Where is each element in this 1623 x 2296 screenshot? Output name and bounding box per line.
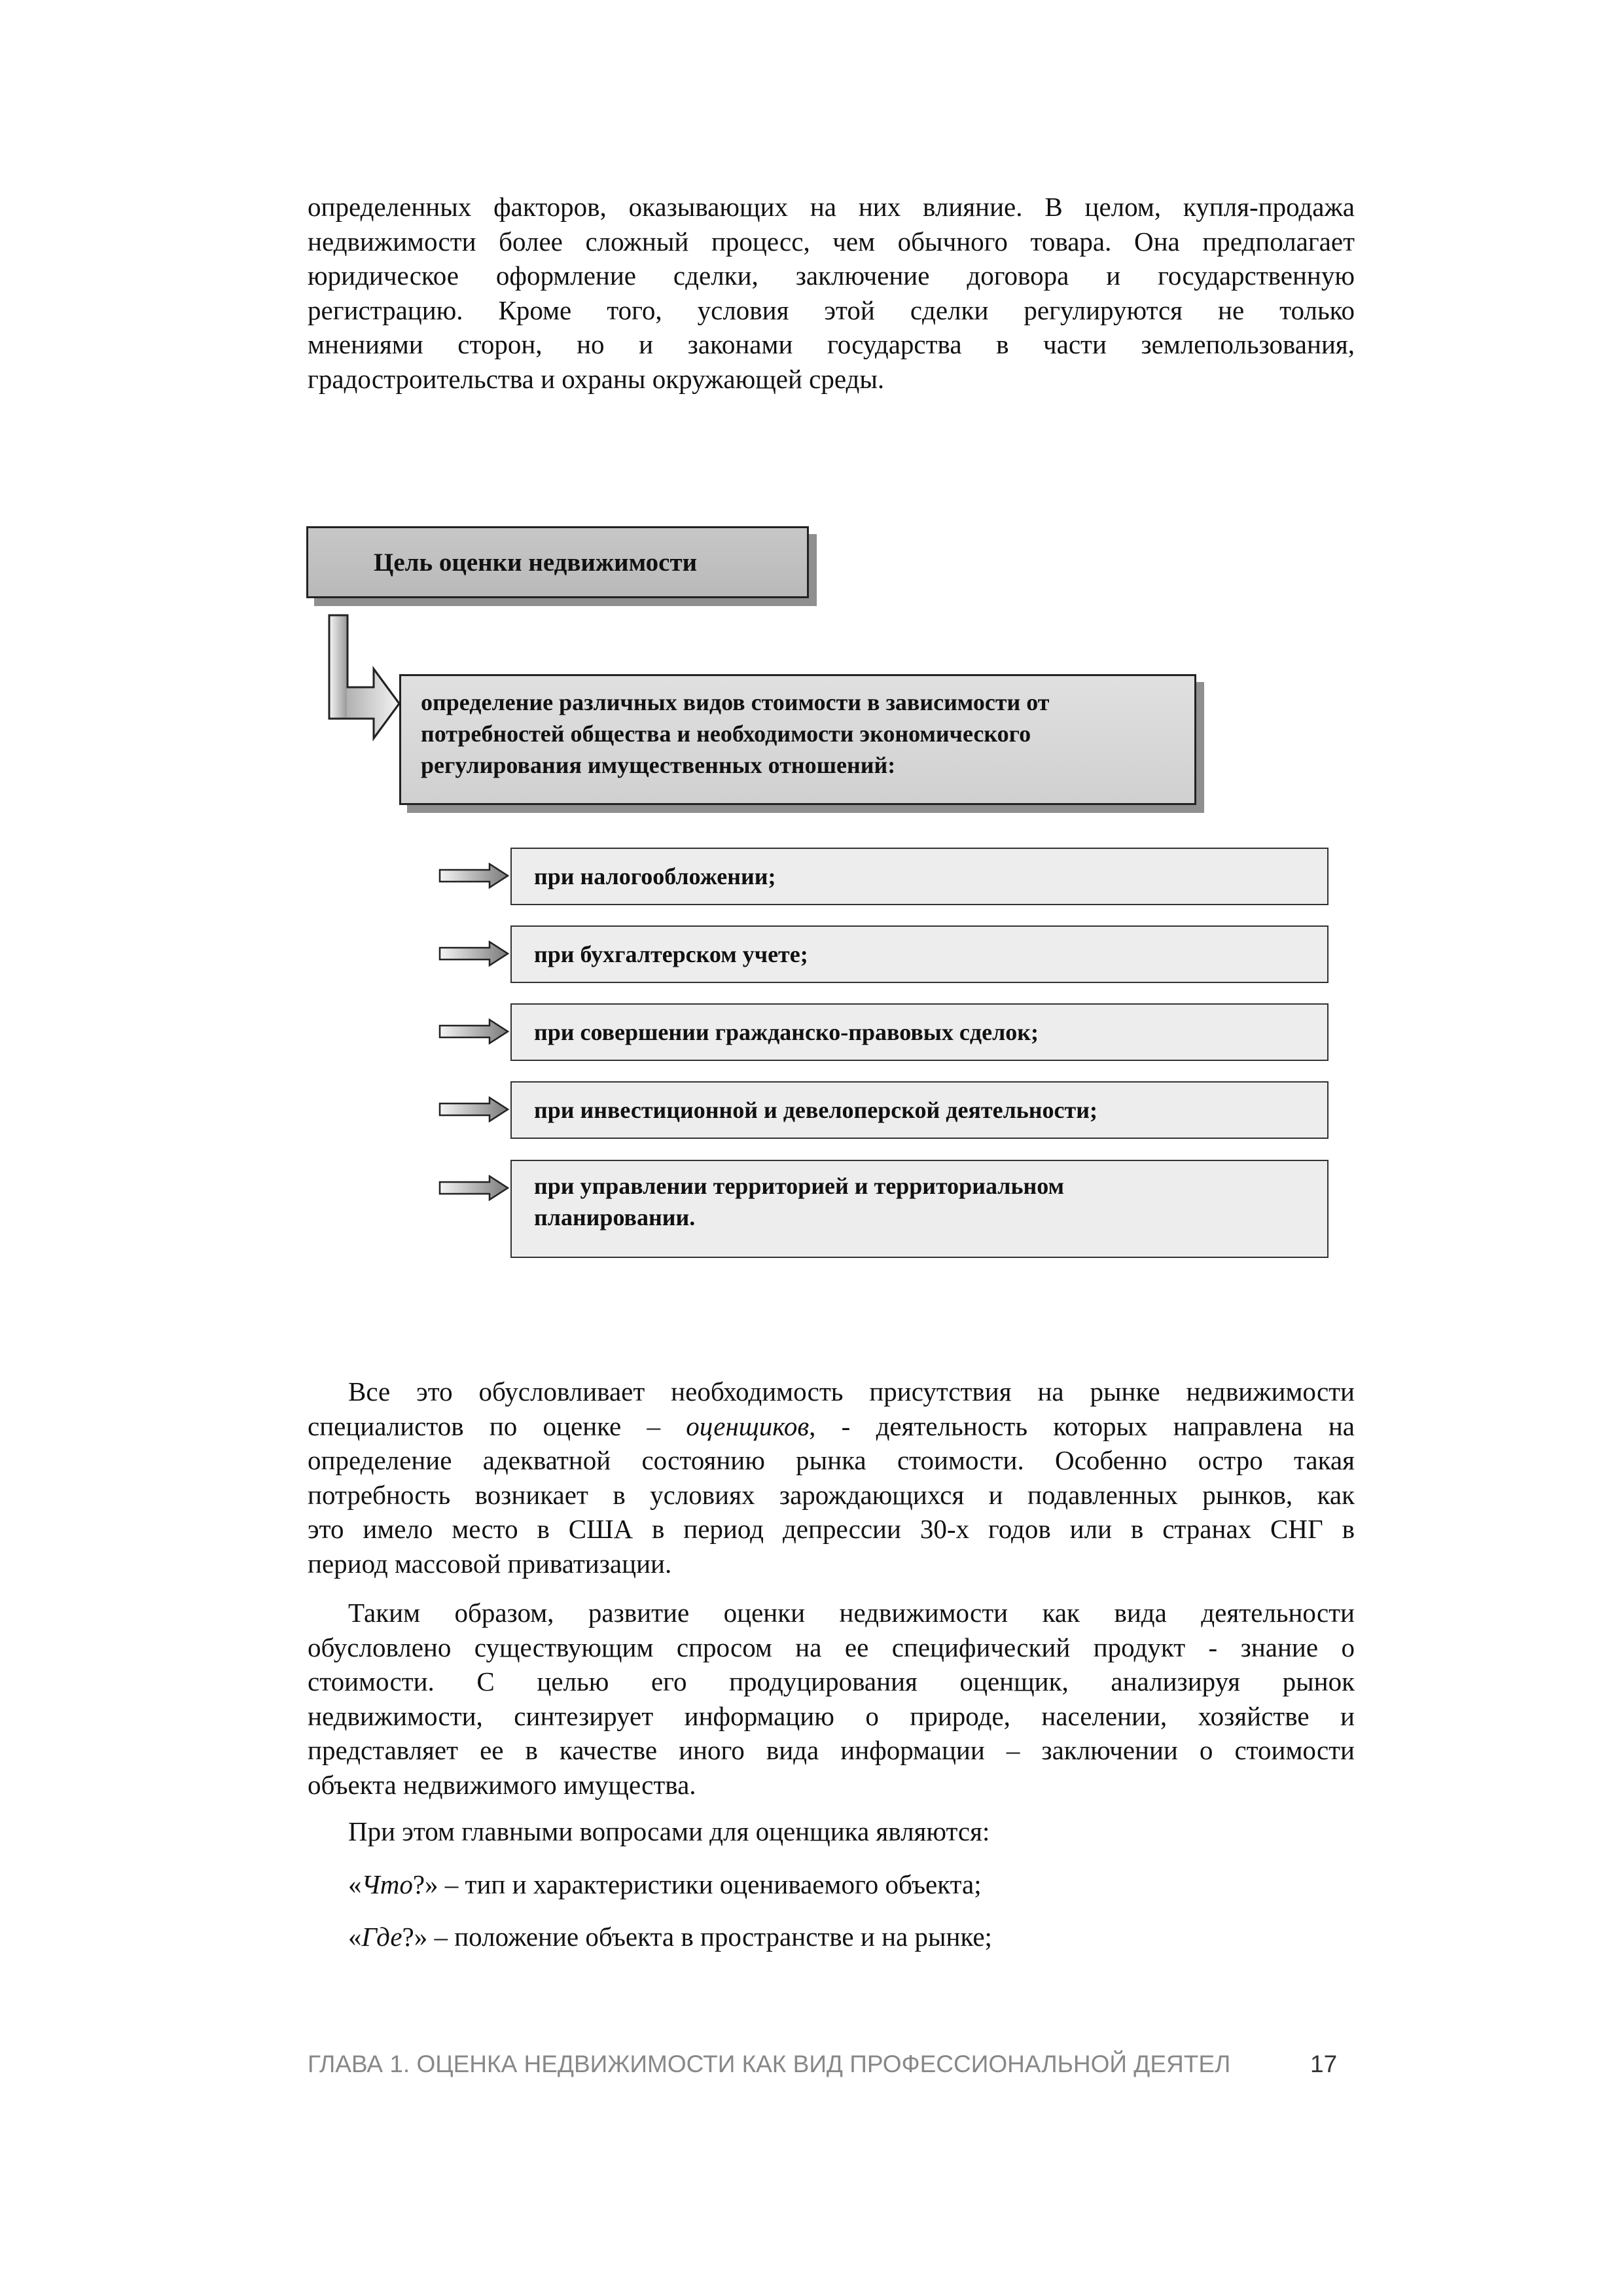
text-line: это имело место в США в период депрессии 30-х годов или в странах СНГ в: [308, 1514, 1355, 1544]
item-label: планировании.: [534, 1204, 696, 1230]
right-arrow-icon: [438, 1018, 510, 1045]
right-arrow-icon: [438, 1175, 510, 1201]
text-line: мнениями сторон, но и законами государства в части землепользования,: [308, 329, 1355, 359]
text-line: юридическое оформление сделки, заключение договора и государственную: [308, 260, 1355, 291]
text-fragment: ?» – тип и характеристики оцениваемого объекта;: [412, 1869, 982, 1899]
text-fragment: , - деятельность которых направлена на: [809, 1410, 1355, 1441]
goal-title-box: [306, 526, 809, 598]
top-paragraph: [308, 190, 1355, 396]
right-arrow-icon: [438, 863, 510, 889]
text-line: обусловлено существующим спросом на ее специфический продукт - знание о: [308, 1632, 1355, 1662]
text-line: стоимости. С целью его продуцирования оценщик, анализируя рынок: [308, 1666, 1355, 1696]
item-label: при инвестиционной и девелоперской деятельности;: [534, 1097, 1097, 1123]
purpose-line: определение различных видов стоимости в зависимости от: [421, 689, 1050, 715]
italic-term: Что: [361, 1869, 413, 1899]
item-label: при налогообложении;: [534, 863, 776, 889]
text-line: При этом главными вопросами для оценщика являются:: [348, 1816, 990, 1846]
purpose-box: [399, 674, 1196, 805]
question-where: [308, 1920, 1355, 1954]
item-box: [510, 848, 1329, 905]
text-line: [308, 1409, 1355, 1444]
text-line: регистрацию. Кроме того, условия этой сделки регулируются не только: [308, 295, 1355, 325]
text-line: градостроительства и охраны окружающей среды.: [308, 363, 885, 394]
item-box: [510, 925, 1329, 983]
text-line: [308, 1920, 1355, 1954]
item-box: [510, 1081, 1329, 1139]
text-line: определенных факторов, оказывающих на них влияние. В целом, купля-продажа: [308, 192, 1355, 222]
item-label: при бухгалтерском учете;: [534, 941, 808, 967]
paragraph-4: [308, 1814, 1355, 1849]
text-line: недвижимости более сложный процесс, чем обычного товара. Она предполагает: [308, 226, 1355, 257]
paragraph-3: [308, 1596, 1355, 1802]
quote-mark: «: [348, 1869, 362, 1899]
text-line: [308, 1867, 1355, 1902]
text-line: потребность возникает в условиях зарождающихся и подавленных рынков, как: [308, 1479, 1355, 1510]
text-line: Таким образом, развитие оценки недвижимости как вида деятельности: [348, 1598, 1355, 1628]
italic-term: Где: [361, 1922, 402, 1952]
item-label: при управлении территорией и территориальном: [534, 1173, 1065, 1199]
text-line: недвижимости, синтезирует информацию о природе, населении, хозяйстве и: [308, 1700, 1355, 1731]
item-box: [510, 1003, 1329, 1061]
page-number: 17: [1310, 2051, 1338, 2077]
text-fragment: ?» – положение объекта в пространстве и на рынке;: [402, 1922, 992, 1952]
running-footer: ГЛАВА 1. ОЦЕНКА НЕДВИЖИМОСТИ КАК ВИД ПРОФЕССИОНАЛЬНОЙ ДЕЯТЕЛ: [308, 2051, 1231, 2077]
italic-term: оценщиков: [686, 1410, 810, 1441]
text-line: Все это обусловливает необходимость присутствия на рынке недвижимости: [348, 1376, 1355, 1407]
right-arrow-icon: [438, 941, 510, 967]
text-fragment: специалистов по оценке –: [308, 1410, 687, 1441]
text-line: объекта недвижимого имущества.: [308, 1769, 696, 1800]
goal-title: Цель оценки недвижимости: [374, 548, 698, 577]
quote-mark: «: [348, 1922, 362, 1952]
connector-arrow-icon: [324, 609, 402, 766]
right-arrow-icon: [438, 1096, 510, 1122]
text-line: период массовой приватизации.: [308, 1548, 672, 1579]
paragraph-2: [308, 1374, 1355, 1581]
item-box: [510, 1160, 1329, 1258]
item-label: при совершении гражданско-правовых сделок;: [534, 1019, 1039, 1045]
text-line: представляет ее в качестве иного вида информации – заключении о стоимости: [308, 1735, 1355, 1765]
text-line: определение адекватной состоянию рынка стоимости. Особенно остро такая: [308, 1445, 1355, 1475]
purpose-line: регулирования имущественных отношений:: [421, 752, 896, 778]
question-what: [308, 1867, 1355, 1902]
purpose-line: потребностей общества и необходимости экономического: [421, 721, 1031, 747]
